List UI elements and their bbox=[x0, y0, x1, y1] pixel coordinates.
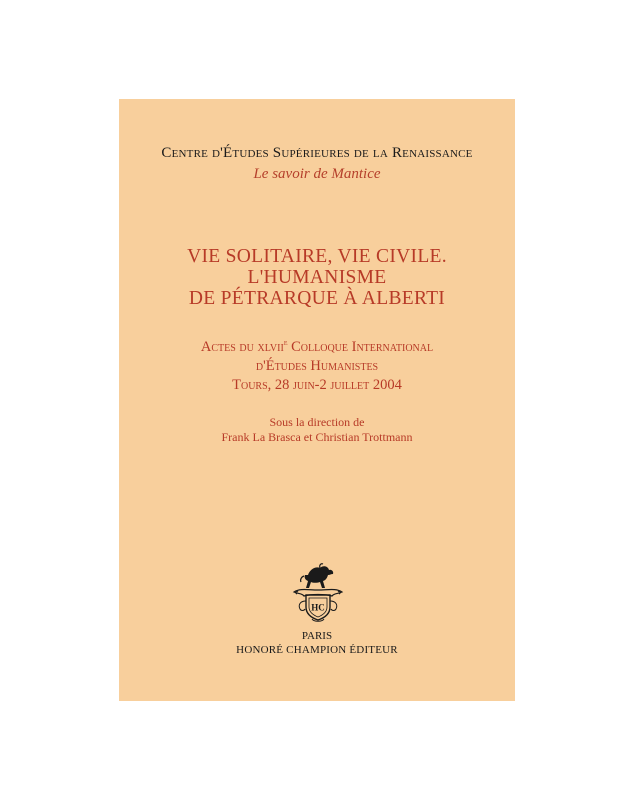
proceedings-line-3: Tours, 28 juin-2 juillet 2004 bbox=[232, 377, 402, 393]
book-cover bbox=[119, 99, 515, 701]
proceedings-line-2: d'Études Humanistes bbox=[255, 358, 379, 374]
horse-crest-emblem-icon bbox=[290, 561, 346, 625]
series-name: Le savoir de Mantice bbox=[253, 166, 381, 182]
imprint-city: PARIS bbox=[301, 630, 333, 642]
proceedings-ordinal-suffix: e bbox=[283, 338, 288, 348]
publisher-name: Centre d'Études Supérieures de la Renaissance bbox=[161, 145, 473, 161]
editors-names: Frank La Brasca et Christian Trottmann bbox=[221, 430, 413, 444]
proceedings-line-1-prefix: Actes du xlvii bbox=[200, 339, 284, 355]
title-line-1: VIE SOLITAIRE, VIE CIVILE. bbox=[187, 246, 447, 267]
editors-intro: Sous la direction de bbox=[269, 415, 365, 429]
proceedings-line-1 bbox=[119, 339, 515, 356]
emblem-letters: HC bbox=[311, 602, 325, 613]
proceedings-line-1-suffix: Colloque International bbox=[287, 339, 434, 355]
imprint-publisher: HONORÉ CHAMPION ÉDITEUR bbox=[236, 644, 398, 656]
title-line-2: L'HUMANISME bbox=[247, 267, 387, 288]
title-line-3: DE PÉTRARQUE À ALBERTI bbox=[188, 288, 446, 309]
